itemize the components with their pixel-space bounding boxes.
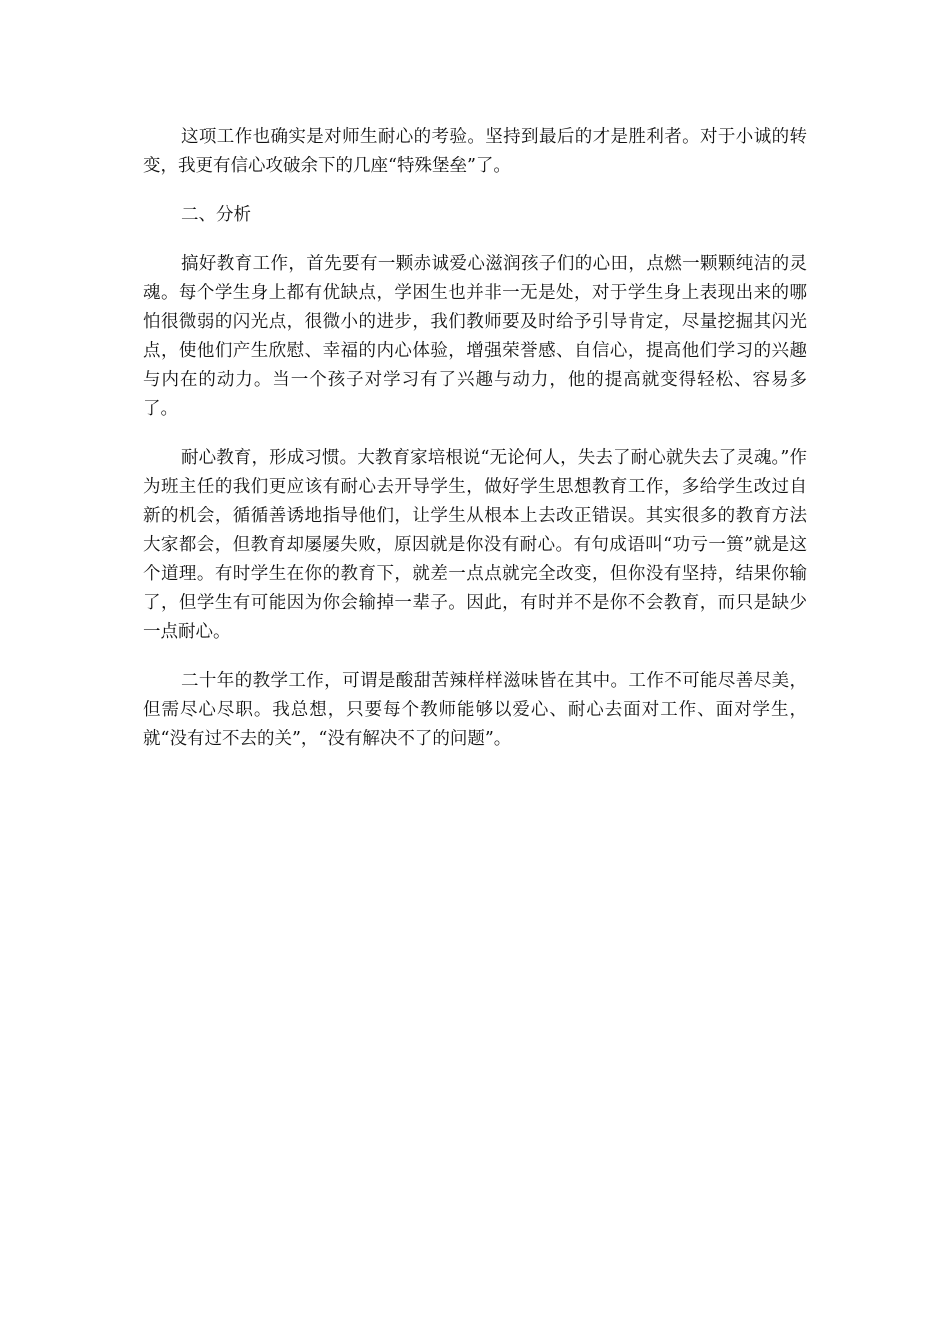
section-heading-analysis: 二、分析	[181, 205, 251, 225]
document-body	[143, 123, 807, 774]
paragraph-conclusion-intro: 这项工作也确实是对师生耐心的考验。坚持到最后的才是胜利者。对于小诚的转变，我更有信心攻破余下的几座“特殊堡垒”了。	[143, 127, 807, 176]
paragraph-patience-education: 耐心教育，形成习惯。大教育家培根说“无论何人，失去了耐心就失去了灵魂。”作为班主任的我们更应该有耐心去开导学生，做好学生思想教育工作，多给学生改过自新的机会，循循善诱地指导他们，让学生从根本上去改正错误。其实很多的教育方法大家都会，但教育却屡屡失败，原因就是你没有耐心。有句成语叫“功亏一篑”就是这个道理。有时学生在你的教育下，就差一点点就完全改变，但你没有坚持，结果你输了，但学生有可能因为你会输掉一辈子。因此，有时并不是你不会教育，而只是缺少一点耐心。	[143, 448, 807, 642]
paragraph-love-education: 搞好教育工作，首先要有一颗赤诚爱心滋润孩子们的心田，点燃一颗颗纯洁的灵魂。每个学生身上都有优缺点，学困生也并非一无是处，对于学生身上表现出来的哪怕很微弱的闪光点，很微小的进步，我们教师要及时给予引导肯定，尽量挖掘其闪光点，使他们产生欣慰、幸福的内心体验，增强荣誉感、自信心，提高他们学习的兴趣与内在的动力。当一个孩子对学习有了兴趣与动力，他的提高就变得轻松、容易多了。	[143, 254, 807, 419]
paragraph-twenty-years: 二十年的教学工作，可谓是酸甜苦辣样样滋味皆在其中。工作不可能尽善尽美，但需尽心尽职。我总想，只要每个教师能够以爱心、耐心去面对工作、面对学生，就“没有过不去的关”，“没有解决不了的问题”。	[143, 671, 807, 749]
